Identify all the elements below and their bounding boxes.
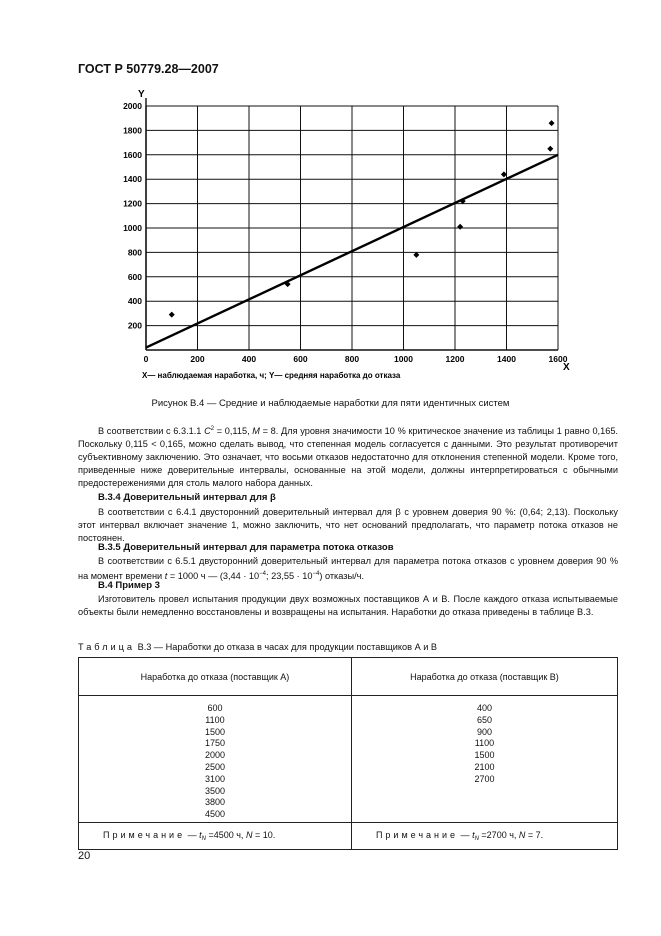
supplier-b-value: 900 [476,726,492,737]
data-point [457,224,463,230]
y-tick-label: 800 [127,247,142,258]
supplier-b-value: 1500 [474,750,495,761]
y-axis-letter: Y [138,89,145,100]
supplier-a-value: 1750 [204,738,225,749]
y-tick-label: 1600 [123,149,142,160]
supplier-b-values [351,696,617,823]
supplier-b-value: 400 [476,703,492,713]
y-tick-label: 1400 [123,174,142,185]
data-point [169,312,175,318]
x-tick-label: 200 [190,354,205,364]
supplier-a-value: 2500 [204,761,225,772]
x-tick-label: 600 [293,354,308,364]
failure-times-table [78,657,618,850]
supplier-a-value: 3500 [204,785,225,796]
supplier-a-value: 1100 [205,714,225,725]
x-axis-letter: X [563,362,570,373]
x-tick-label: 1600 [548,354,568,364]
y-tick-label: 200 [127,320,142,331]
column-header-supplier-b: Наработка до отказа (поставщик В) [351,658,617,696]
y-tick-label: 2000 [123,101,142,111]
supplier-b-value: 2700 [474,773,495,784]
paragraph-beta-interval: В соответствии с 6.4.1 двусторонний доверительный интервал для β с уровнем доверия 90 %: (0,64; 2,13). Поскольку этот интервал включает значение 1, можно заключить, что нет оснований предполагать, что параметр потока отказов не постоянен. [78,507,618,543]
supplier-a-value: 3100 [204,773,225,784]
y-tick-label: 1200 [123,198,142,209]
table-note-a: Примечание — $t_N =4500$ ч, N = 10. [79,822,352,849]
y-tick-label: 400 [127,296,142,307]
x-tick-label: 1000 [394,354,413,364]
figure-caption: Рисунок В.4 — Средние и наблюдаемые наработки для пяти идентичных систем [151,398,510,409]
supplier-a-values [79,696,352,823]
section-heading-b35: В.3.5 Доверительный интервал для параметра потока отказов [98,542,394,553]
supplier-a-value: 4500 [204,809,225,820]
scatter-chart [0,0,661,400]
data-point [549,120,555,126]
x-tick-label: 1400 [497,354,516,364]
supplier-a-value: 2000 [204,750,225,761]
table-note-b: Примечание — $t_N =2700$ ч, N = 7. [351,822,617,849]
x-tick-label: 400 [241,354,257,364]
x-tick-label: 1200 [445,354,465,364]
y-tick-label: 1000 [123,223,142,233]
x-tick-label: 0 [143,354,149,364]
supplier-a-value: 1500 [204,726,225,737]
supplier-a-value: 3800 [204,797,225,808]
y-tick-label: 600 [127,271,142,282]
document-header: ГОСТ Р 50779.28—2007 [78,62,219,76]
axis-legend: X— наблюдаемая наработка, ч; Y— средняя наработка до отказа [142,371,401,380]
x-tick-label: 800 [344,354,360,364]
supplier-b-value: 2100 [474,761,495,772]
supplier-b-value: 650 [476,714,492,725]
paragraph-goodness-of-fit: В соответствии с 6.3.1.1 $C^2 = 0,115$, M = 8. Для уровня значимости 10 % критическое значение из таблицы 1 равно 0,165. Поскольку 0,115 < 0,165, можно сделать вывод, что степенная модель согласуется с данными. Это результат противоречит субъективному заключению. Это означает, что восьми отказов недостаточно для отклонения степенной модели. Кроме того, приведенные ниже доверительные интервалы, основанные на этой модели, должны интерпретироваться с обычными предостережениями для столь малого набора данных. [78,426,618,488]
paragraph-failure-rate-interval: В соответствии с 6.5.1 двусторонний доверительный интервал для параметра потока отказов с уровнем доверия 90 % на момент времени t = 1000 ч — ($3,44 \cdot 10^{-4}$; $23,55 \cdot 10^{-4}$) отказы/ч. [78,556,618,581]
supplier-a-value: 600 [207,703,223,713]
paragraph-example-3: Изготовитель провел испытания продукции двух возможных поставщиков А и В. После каждого отказа испытываемые объекты были немедленно восстановлены и возвращены на испытания. Наработки до отказа приведены в таблице В.3. [78,594,618,617]
supplier-b-value: 1100 [474,738,495,749]
section-heading-b4: В.4 Пример 3 [98,580,160,591]
y-tick-label: 1800 [123,125,142,136]
page-number: 20 [78,850,91,862]
column-header-supplier-a: Наработка до отказа (поставщик А) [79,658,352,696]
section-heading-b34: В.3.4 Доверительный интервал для β [98,492,276,503]
table-caption: Таблица В.3 — Наработки до отказа в часах для продукции поставщиков А и В [78,642,438,652]
data-point [547,146,553,152]
